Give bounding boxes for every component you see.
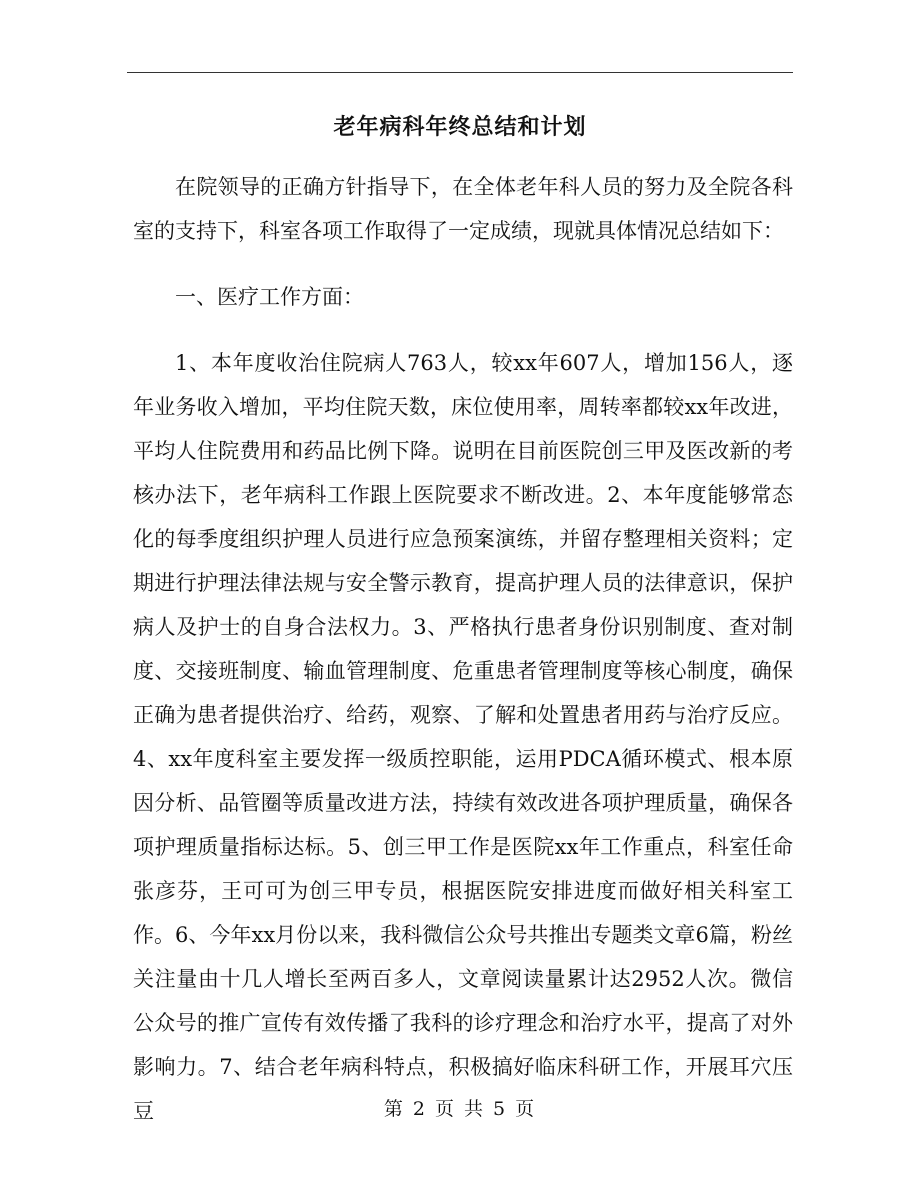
body-paragraph: 1、本年度收治住院病人763人，较xx年607人，增加156人，逐年业务收入增加，平均住院天数，床位使用率，周转率都较xx年改进，平均人住院费用和药品比例下降。说明在目前医院创三甲及医改新的考核办法下，老年病科工作跟上医院要求不断改进。2、本年度能够常态化的每季度组织护理人员进行应急预案演练，并留存整理相关资料；定期进行护理法律法规与安全警示教育，提高护理人员的法律意识，保护病人及护士的自身合法权力。3、严格执行患者身份识别制度、查对制度、交接班制度、输血管理制度、危重患者管理制度等核心制度，确保正确为患者提供治疗、给药，观察、了解和处置患者用药与治疗反应。4、xx年度科室主要发挥一级质控职能，运用PDCA循环模式、根本原因分析、品管圈等质量改进方法，持续有效改进各项护理质量，确保各项护理质量指标达标。5、创三甲工作是医院xx年工作重点，科室任命张彦芬，王可可为创三甲专员，根据医院安排进度而做好相关科室工作。6、今年xx月份以来，我科微信公众号共推出专题类文章6篇，粉丝关注量由十几人增长至两百多人，文章阅读量累计达2952人次。微信公众号的推广宣传有效传播了我科的诊疗理念和治疗水平，提高了对外影响力。7、结合老年病科特点，积极搞好临床科研工作，开展耳穴压豆 [133, 351, 793, 1123]
document-title: 老年病科年终总结和计划 [333, 115, 587, 140]
section-heading: 一、医疗工作方面： [175, 285, 364, 309]
page-number: 第 2 页 共 5 页 [383, 1098, 537, 1120]
intro-paragraph: 在院领导的正确方针指导下，在全体老年科人员的努力及全院各科室的支持下，科室各项工作取得了一定成绩，现就具体情况总结如下： [133, 175, 793, 243]
header-rule [127, 72, 793, 73]
document-body [133, 165, 793, 1133]
